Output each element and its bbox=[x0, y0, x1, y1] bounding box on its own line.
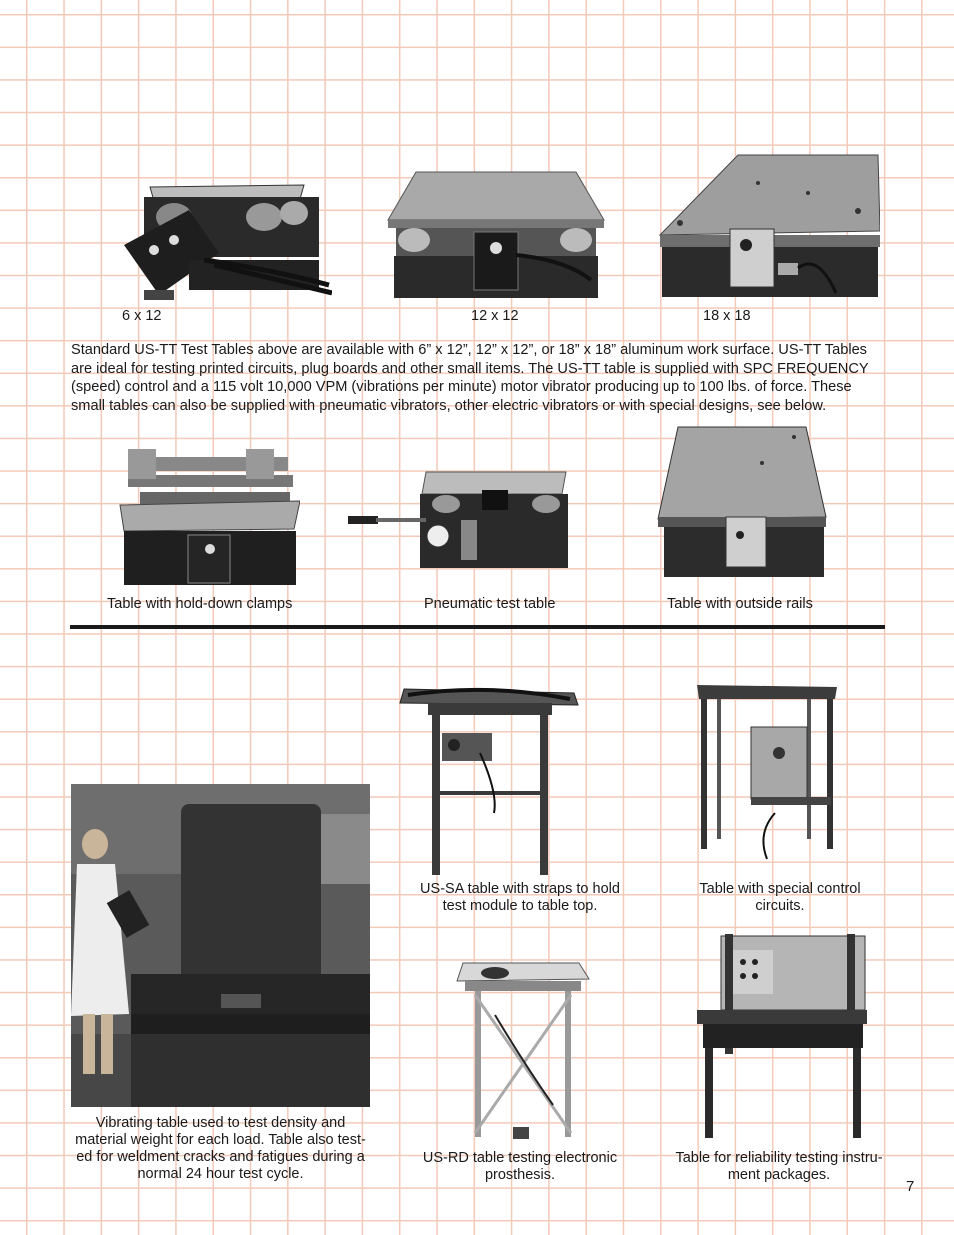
caption-density-test: Vibrating table used to test density and material weight for each load. Table also test-ed for weldment cracks and fatigues during a normal 24 hour test cycle. bbox=[75, 1115, 366, 1182]
photo-pneumatic-test-table bbox=[346, 470, 570, 570]
caption-12x12: 12 x 12 bbox=[471, 308, 519, 324]
photo-density-test-large bbox=[71, 784, 370, 1107]
caption-us-sa-table: US-SA table with straps to hold test module to table top. bbox=[420, 881, 620, 914]
caption-outside-rails: Table with outside rails bbox=[667, 596, 813, 612]
photo-outside-rails-table bbox=[656, 425, 828, 579]
section-divider bbox=[70, 625, 885, 629]
photo-6x12-table bbox=[104, 165, 332, 307]
page-number: 7 bbox=[906, 1178, 915, 1195]
photo-18x18-table bbox=[658, 153, 880, 299]
intro-paragraph: Standard US-TT Test Tables above are available with 6” x 12”, 12” x 12”, or 18” x 18” aluminum work surface. US-TT Tables are ideal for testing printed circuits, plug boards and other small items. The US-TT table is supplied with SPC FREQUENCY (speed) control and a 115 volt 10,000 VPM (vibrations per minute) motor vibrator producing up to 100 lbs. of force. These small tables can also be supplied with pneumatic vibrators, other electric vibrators or with special designs, see below. bbox=[71, 342, 869, 414]
photo-us-rd-table bbox=[455, 955, 592, 1141]
caption-hold-down-clamps: Table with hold-down clamps bbox=[107, 596, 293, 612]
photo-us-sa-table bbox=[398, 683, 580, 876]
photo-12x12-table bbox=[386, 170, 606, 300]
photo-special-control-table bbox=[695, 683, 839, 863]
caption-6x12: 6 x 12 bbox=[122, 308, 162, 324]
caption-special-control: Table with special control circuits. bbox=[699, 881, 861, 914]
caption-us-rd-table: US-RD table testing electronic prosthesis. bbox=[422, 1150, 618, 1183]
photo-hold-down-clamps-table bbox=[118, 437, 300, 587]
caption-pneumatic: Pneumatic test table bbox=[424, 596, 556, 612]
caption-reliability-testing: Table for reliability testing instru-ment packages. bbox=[675, 1150, 883, 1183]
caption-18x18: 18 x 18 bbox=[703, 308, 751, 324]
photo-reliability-testing-table bbox=[695, 932, 871, 1140]
